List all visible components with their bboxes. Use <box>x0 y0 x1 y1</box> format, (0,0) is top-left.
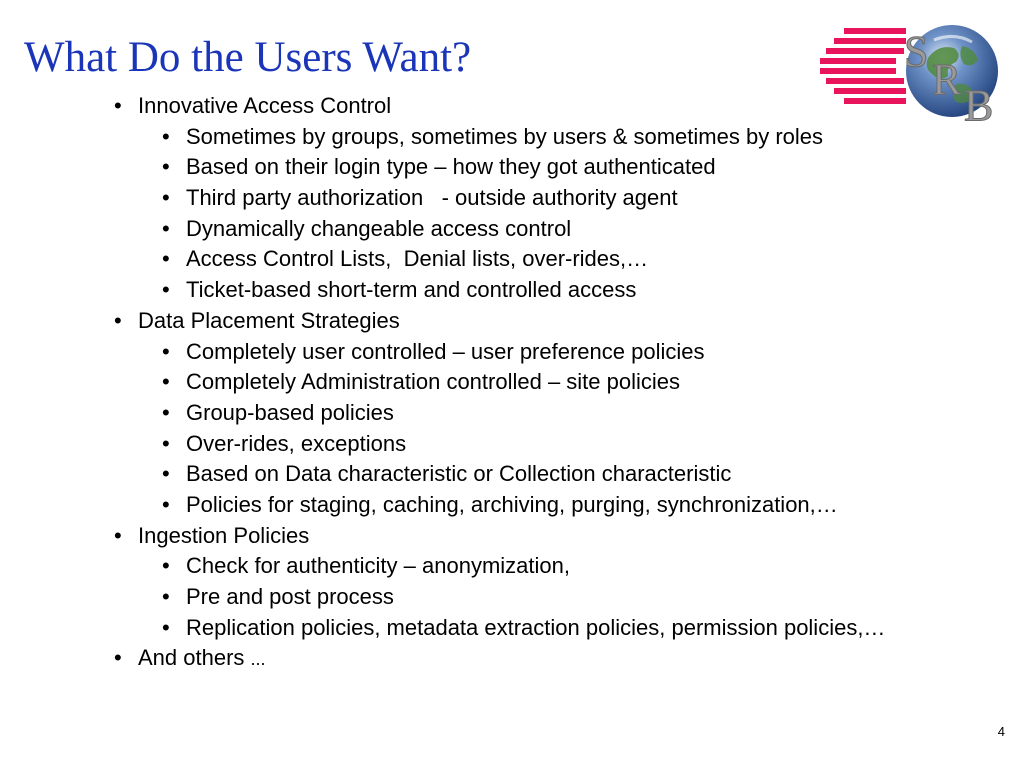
bullet-item <box>0 524 1024 548</box>
bullet-item <box>0 94 1024 118</box>
bullet-text: Completely Administration controlled – site policies <box>186 369 681 395</box>
sub-bullet-item <box>0 432 886 456</box>
logo-letter-s: S <box>904 27 929 76</box>
bullet-dot: • <box>114 645 122 671</box>
bullet-dot: • <box>162 553 170 579</box>
bullet-text: And others <box>138 645 245 671</box>
bullet-text: Ingestion Policies <box>138 522 310 548</box>
page-number: 4 <box>997 724 1005 739</box>
sub-bullet-item <box>0 125 886 149</box>
sub-bullet-item <box>0 247 886 271</box>
bullet-text: Based on Data characteristic or Collection characteristic <box>186 461 732 487</box>
bullet-dot: • <box>162 369 170 395</box>
sub-bullet-item <box>0 278 886 302</box>
slide-title: What Do the Users Want? <box>24 34 472 81</box>
bullet-text: Pre and post process <box>186 584 394 609</box>
bullet-text: Dynamically changeable access control <box>186 215 572 241</box>
bullet-text: Ticket-based short-term and controlled access <box>186 277 637 303</box>
bullet-dot: • <box>162 338 170 364</box>
bullet-dot: • <box>162 123 170 149</box>
bullet-text: Group-based policies <box>186 399 394 425</box>
bullet-dot: • <box>162 584 170 609</box>
bullet-text: Third party authorization - outside authority agent <box>186 185 678 211</box>
bullet-text: Sometimes by groups, sometimes by users & sometimes by roles <box>186 123 824 149</box>
sub-bullet-item <box>0 217 886 241</box>
bullet-dot: • <box>162 185 170 211</box>
bullet-dot: • <box>162 277 170 303</box>
bullet-dot: • <box>162 215 170 241</box>
bullet-text: Policies for staging, caching, archiving, purging, synchronization,… <box>186 491 838 517</box>
sub-bullet-item <box>0 493 986 517</box>
bullet-text: Completely user controlled – user preference policies <box>186 338 705 364</box>
bullet-dot: • <box>162 461 170 487</box>
bullet-dot: • <box>162 614 170 640</box>
sub-bullet-item <box>0 155 886 179</box>
bullet-dot: • <box>162 154 170 180</box>
sub-bullet-item <box>0 186 886 210</box>
bullet-dot: • <box>162 246 170 272</box>
bullet-dot: • <box>114 93 122 118</box>
sub-bullet-item <box>0 616 886 640</box>
bullet-suffix: ... <box>250 649 266 670</box>
sub-bullet-item <box>0 340 886 364</box>
logo-letter-b: B <box>964 81 994 124</box>
bullet-dot: • <box>162 430 170 456</box>
sub-bullet-item <box>0 585 886 609</box>
sub-bullet-item <box>0 462 886 486</box>
bullet-dot: • <box>162 491 170 517</box>
bullet-dot: • <box>114 522 122 548</box>
sub-bullet-item <box>0 401 886 425</box>
bullet-item <box>0 646 1024 671</box>
bullet-item <box>0 309 1024 333</box>
bullet-text: Replication policies, metadata extraction policies, permission policies,… <box>186 614 886 640</box>
bullet-dot: • <box>162 399 170 425</box>
bullet-text: Check for authenticity – anonymization, <box>186 553 570 579</box>
bullet-text: Innovative Access Control <box>138 93 392 118</box>
bullet-text: Data Placement Strategies <box>138 307 400 333</box>
bullet-dot: • <box>114 307 122 333</box>
bullet-text: Access Control Lists, Denial lists, over-rides,… <box>186 246 649 272</box>
bullet-list <box>0 94 1024 678</box>
logo-letter-r: R <box>932 55 962 104</box>
bullet-text: Based on their login type – how they got authenticated <box>186 154 716 180</box>
sub-bullet-item <box>0 554 886 578</box>
sub-bullet-item <box>0 370 886 394</box>
bullet-text: Over-rides, exceptions <box>186 430 407 456</box>
logo-stripes <box>820 28 906 104</box>
